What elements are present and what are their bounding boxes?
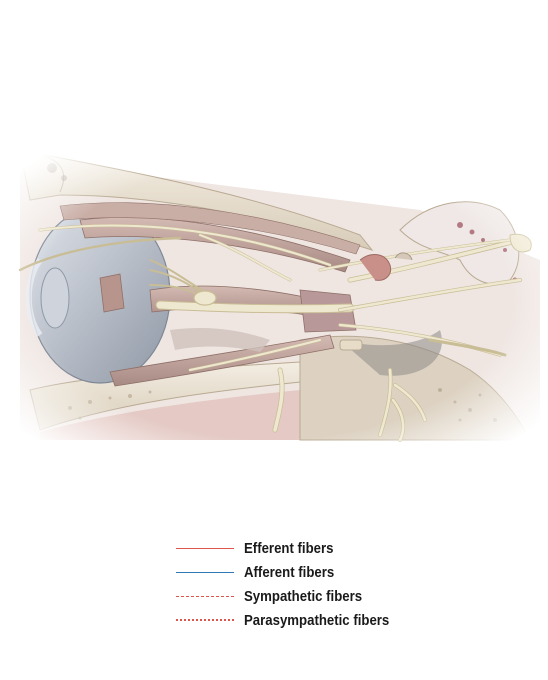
legend-item: [176, 584, 516, 608]
legend-line-dotted: [176, 619, 234, 621]
legend-label: Afferent fibers: [244, 563, 335, 581]
legend-item: [176, 608, 516, 632]
legend-item: [176, 560, 516, 584]
legend-line-solid: [176, 572, 234, 573]
iris: [41, 268, 69, 328]
small-muscle-block: [340, 340, 362, 350]
legend-label: Efferent fibers: [244, 539, 334, 557]
legend-line-solid: [176, 548, 234, 549]
legend-label: Sympathetic fibers: [244, 587, 363, 605]
muscle-insertion: [100, 274, 124, 312]
legend-label: Parasympathetic fibers: [244, 611, 390, 629]
legend-line-dashed: [176, 596, 234, 597]
legend: [176, 536, 516, 632]
ciliary-ganglion: [194, 291, 216, 305]
orbit-anatomy-illustration: [0, 140, 548, 460]
legend-item: [176, 536, 516, 560]
